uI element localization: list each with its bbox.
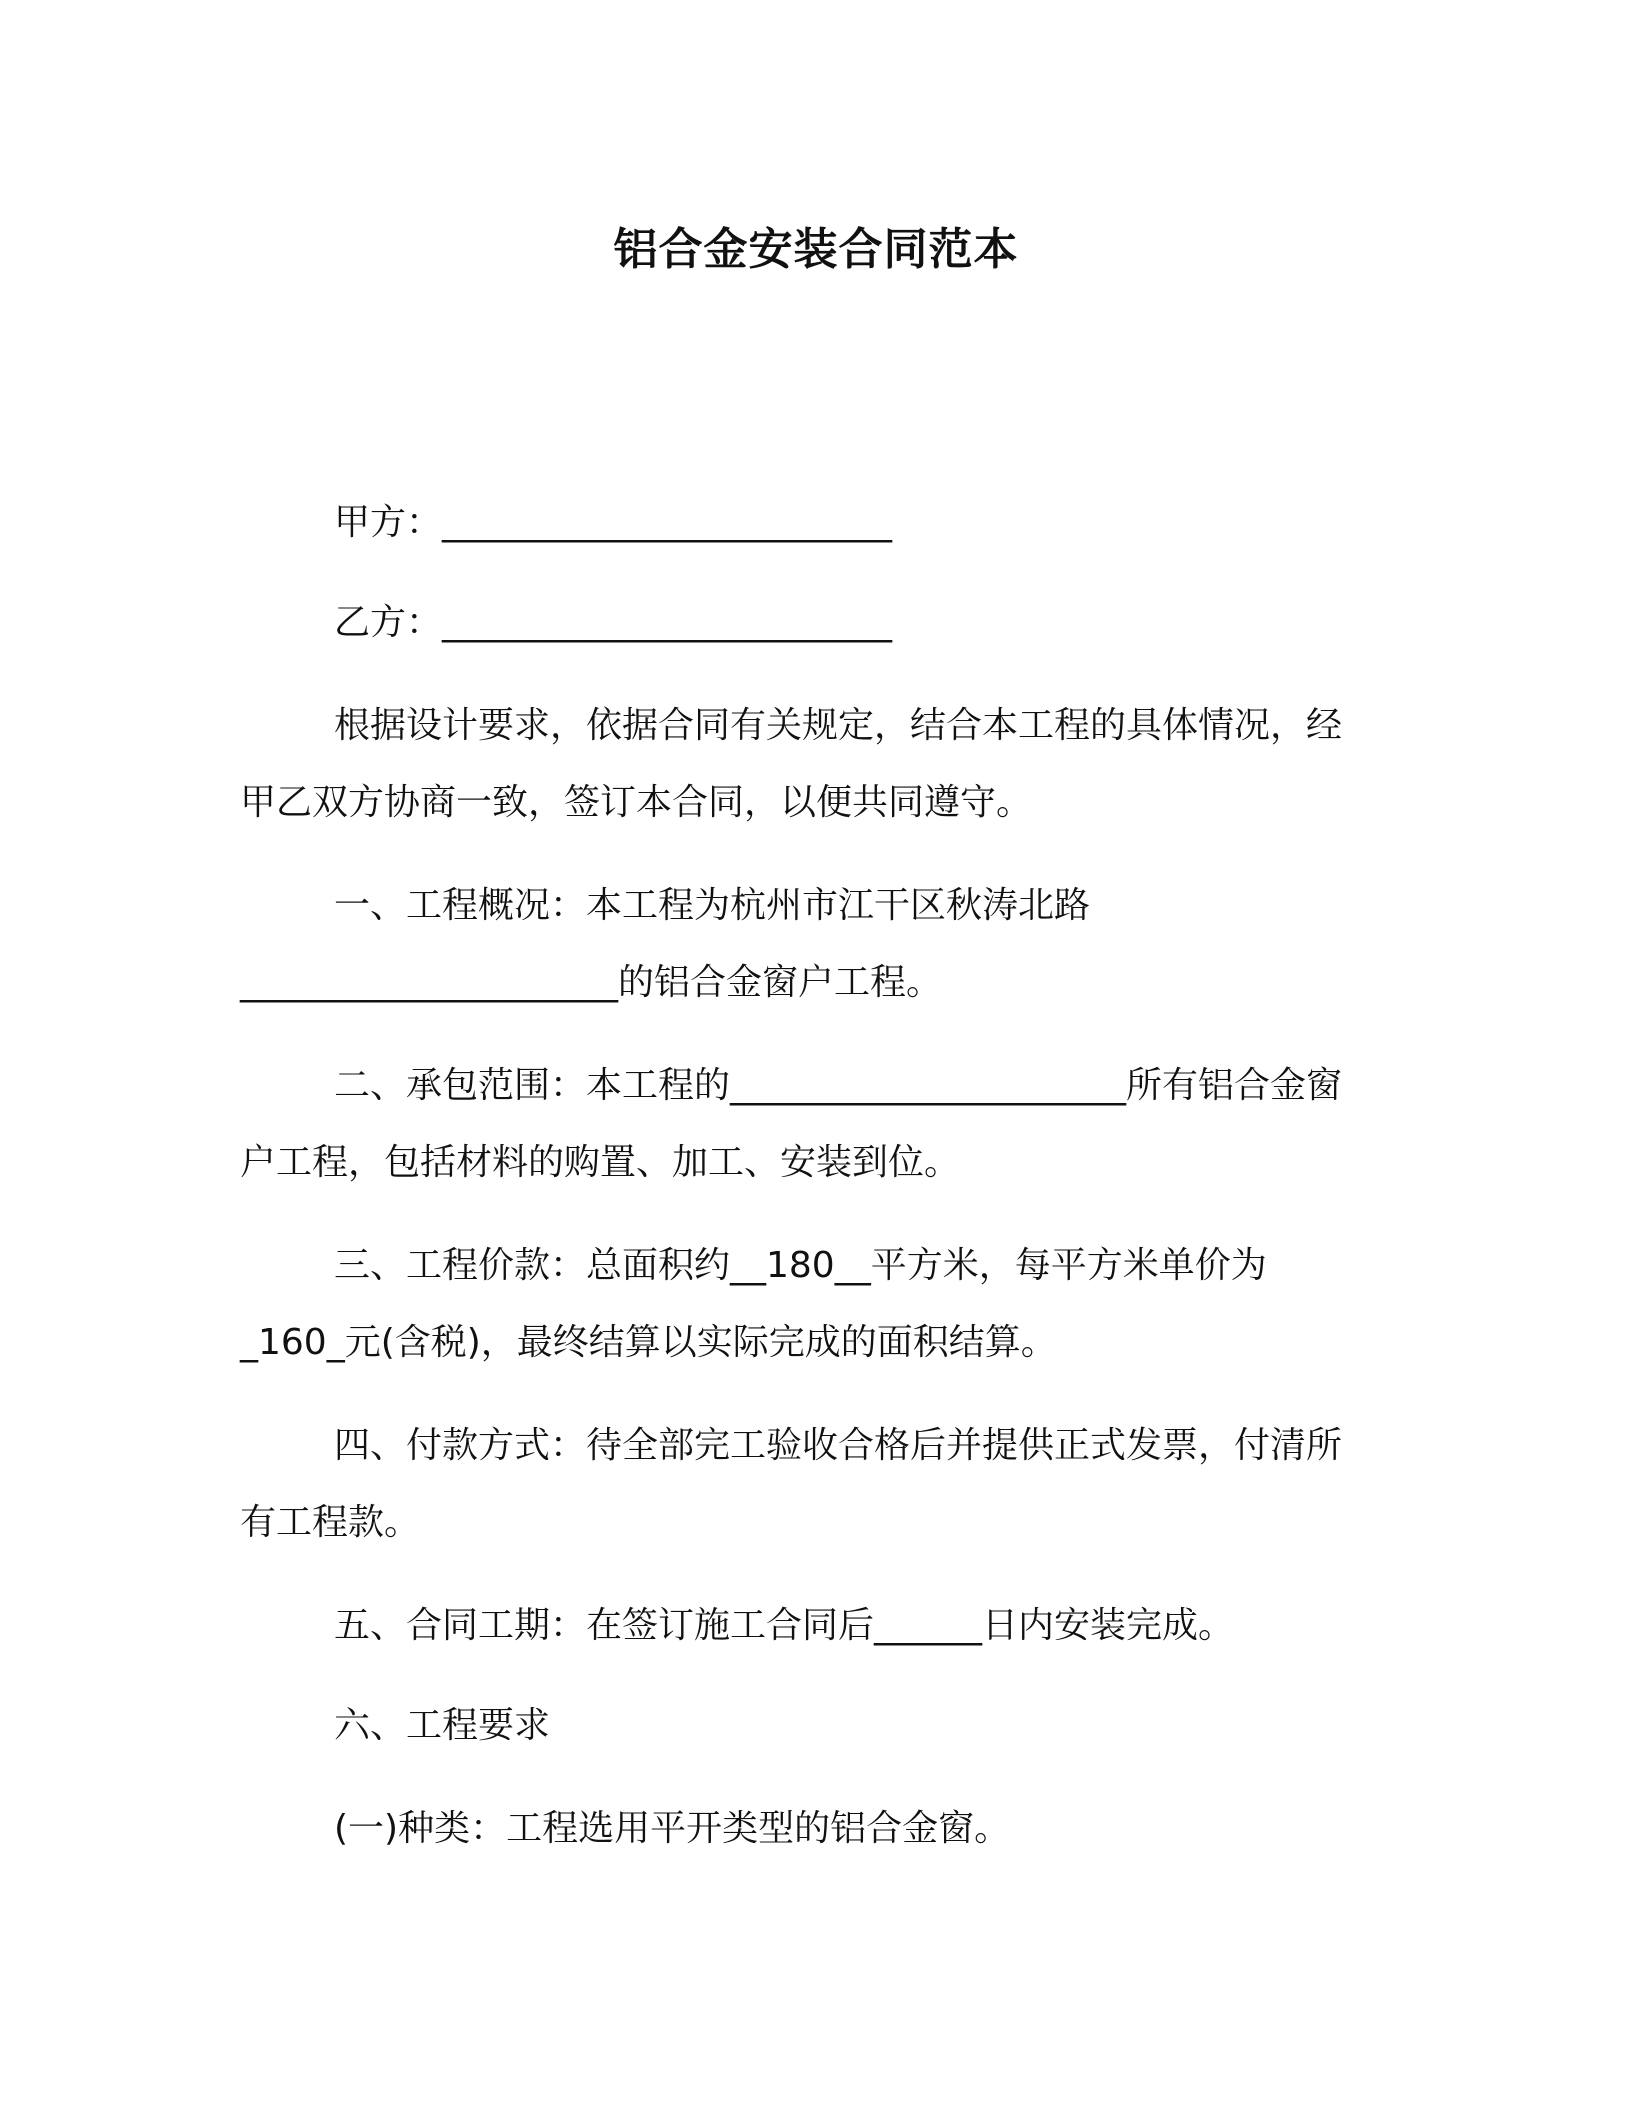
clause-6-heading: 六、工程要求 [334, 1705, 551, 1746]
clause-3-line-2: _160_元(含税)，最终结算以实际完成的面积结算。 [240, 1322, 1057, 1363]
clause-4-line-1: 四、付款方式：待全部完工验收合格后并提供正式发票，付清所 [334, 1425, 1343, 1466]
clause-5-line: 五、合同工期：在签订施工合同后______日内安装完成。 [334, 1605, 1235, 1646]
preamble-line-2: 甲乙双方协商一致，签订本合同，以便共同遵守。 [240, 782, 1033, 823]
preamble-line-1: 根据设计要求，依据合同有关规定，结合本工程的具体情况，经 [334, 705, 1343, 746]
document-title: 铝合金安装合同范本 [613, 224, 1019, 275]
clause-2-line-1: 二、承包范围：本工程的______________________所有铝合金窗 [334, 1065, 1343, 1106]
clause-1-line-1: 一、工程概况：本工程为杭州市江干区秋涛北路 [334, 885, 1091, 926]
clause-4-line-2: 有工程款。 [240, 1502, 421, 1543]
party-b-line: 乙方：_________________________ [334, 602, 893, 643]
clause-6-item-1: (一)种类：工程选用平开类型的铝合金窗。 [334, 1808, 1011, 1849]
clause-2-line-2: 户工程，包括材料的购置、加工、安装到位。 [240, 1142, 961, 1183]
party-a-line: 甲方：_________________________ [334, 502, 893, 543]
clause-3-line-1: 三、工程价款：总面积约__180__平方米，每平方米单价为 [334, 1245, 1267, 1286]
clause-1-line-2: _____________________的铝合金窗户工程。 [240, 962, 943, 1003]
